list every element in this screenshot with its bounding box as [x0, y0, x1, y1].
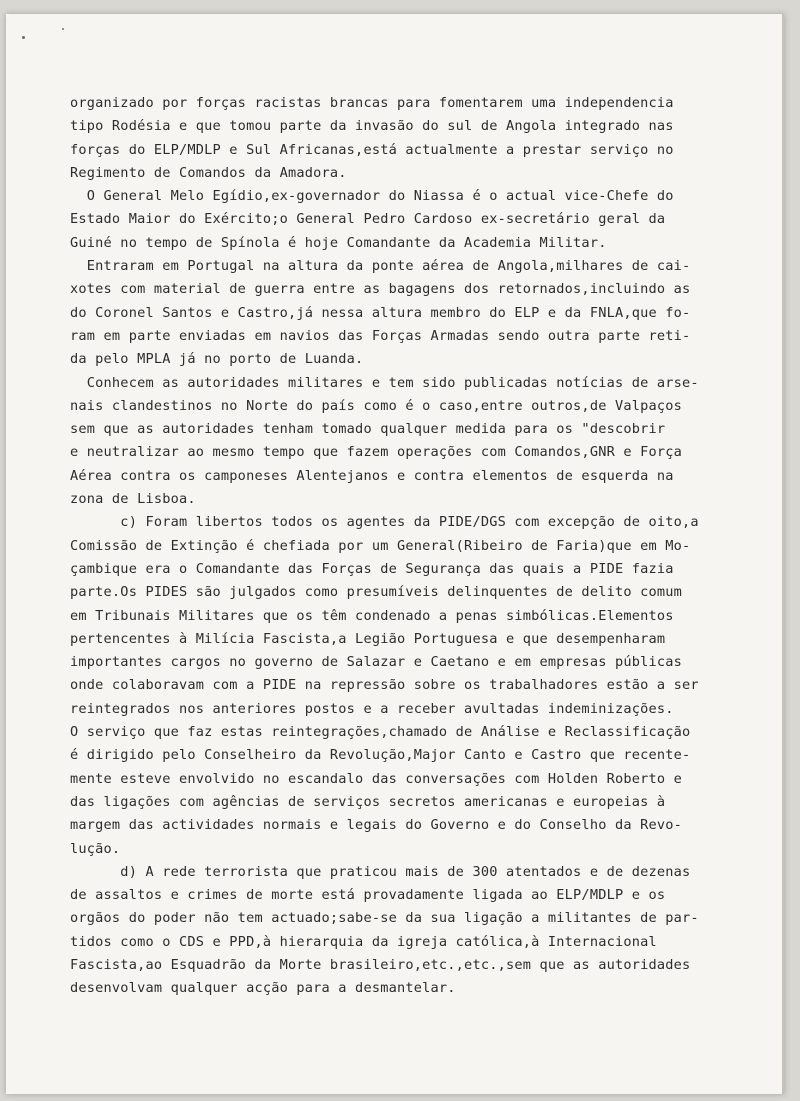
text-line: çambique era o Comandante das Forças de Segurança das quais a PIDE fazia: [70, 560, 674, 577]
text-line: orgãos do poder não tem actuado;sabe-se da sua ligação a militantes de par-: [70, 910, 699, 927]
text-line: O serviço que faz estas reintegrações,chamado de Análise e Reclassificação: [70, 724, 691, 741]
text-line: Entraram em Portugal na altura da ponte aérea de Angola,milhares de cai-: [70, 258, 691, 275]
text-line: desenvolvam qualquer acção para a desmantelar.: [70, 980, 456, 997]
text-line: do Coronel Santos e Castro,já nessa altura membro do ELP e da FNLA,que fo-: [70, 304, 691, 321]
text-line: Regimento de Comandos da Amadora.: [70, 164, 347, 181]
text-line: Estado Maior do Exército;o General Pedro Cardoso ex-secretário geral da: [70, 211, 666, 228]
text-line: Guiné no tempo de Spínola é hoje Comandante da Academia Militar.: [70, 234, 607, 251]
text-line: tidos como o CDS e PPD,à hierarquia da igreja católica,à Internacional: [70, 933, 657, 950]
text-line: organizado por forças racistas brancas para fomentarem uma independencia: [70, 95, 674, 111]
text-line: da pelo MPLA já no porto de Luanda.: [70, 351, 364, 368]
text-line: forças do ELP/MDLP e Sul Africanas,está actualmente a prestar serviço no: [70, 141, 674, 158]
text-line: sem que as autoridades tenham tomado qualquer medida para os "descobrir: [70, 421, 666, 438]
text-line: importantes cargos no governo de Salazar e Caetano e em empresas públicas: [70, 654, 683, 671]
text-line: Fascista,ao Esquadrão da Morte brasileiro,etc.,etc.,sem que as autoridades: [70, 956, 691, 973]
text-line: Comissão de Extinção é chefiada por um General(Ribeiro de Faria)que em Mo-: [70, 537, 691, 554]
text-line: d) A rede terrorista que praticou mais de 300 atentados e de dezenas: [70, 863, 691, 880]
text-line: margem das actividades normais e legais do Governo e do Conselho da Revo-: [70, 817, 683, 834]
ink-speck: [62, 28, 64, 30]
text-line: é dirigido pelo Conselheiro da Revolução,Major Canto e Castro que recente-: [70, 747, 691, 764]
text-line: Aérea contra os camponeses Alentejanos e contra elementos de esquerda na: [70, 467, 674, 484]
text-line: c) Foram libertos todos os agentes da PIDE/DGS com excepção de oito,a: [70, 514, 699, 531]
text-line: onde colaboravam com a PIDE na repressão sobre os trabalhadores estão a ser: [70, 677, 699, 694]
text-line: zona de Lisboa.: [70, 491, 196, 508]
paper-edge: [782, 14, 784, 1094]
text-line: xotes com material de guerra entre as bagagens dos retornados,incluindo as: [70, 281, 691, 298]
text-line: nais clandestinos no Norte do país como é o caso,entre outros,de Valpaços: [70, 397, 683, 414]
text-line: das ligações com agências de serviços secretos americanas e europeias à: [70, 793, 666, 810]
ink-speck: [22, 36, 25, 39]
text-line: Conhecem as autoridades militares e tem sido publicadas notícias de arse-: [70, 374, 699, 391]
text-line: parte.Os PIDES são julgados como presumíveis delinquentes de delito comum: [70, 584, 683, 601]
typed-text-body: [70, 92, 770, 1001]
text-line: lução.: [70, 840, 121, 857]
text-line: tipo Rodésia e que tomou parte da invasão do sul de Angola integrado nas: [70, 118, 674, 135]
text-line: de assaltos e crimes de morte está provadamente ligada ao ELP/MDLP e os: [70, 887, 666, 904]
text-line: ram em parte enviadas em navios das Forças Armadas sendo outra parte reti-: [70, 327, 691, 344]
text-line: mente esteve envolvido no escandalo das conversações com Holden Roberto e: [70, 770, 683, 787]
text-line: em Tribunais Militares que os têm condenado a penas simbólicas.Elementos: [70, 607, 674, 624]
text-line: O General Melo Egídio,ex-governador do Niassa é o actual vice-Chefe do: [70, 188, 674, 205]
text-line: pertencentes à Milícia Fascista,a Legião Portuguesa e que desempenharam: [70, 630, 666, 647]
text-line: reintegrados nos anteriores postos e a receber avultadas indeminizações.: [70, 700, 674, 717]
text-line: e neutralizar ao mesmo tempo que fazem operações com Comandos,GNR e Força: [70, 444, 683, 461]
